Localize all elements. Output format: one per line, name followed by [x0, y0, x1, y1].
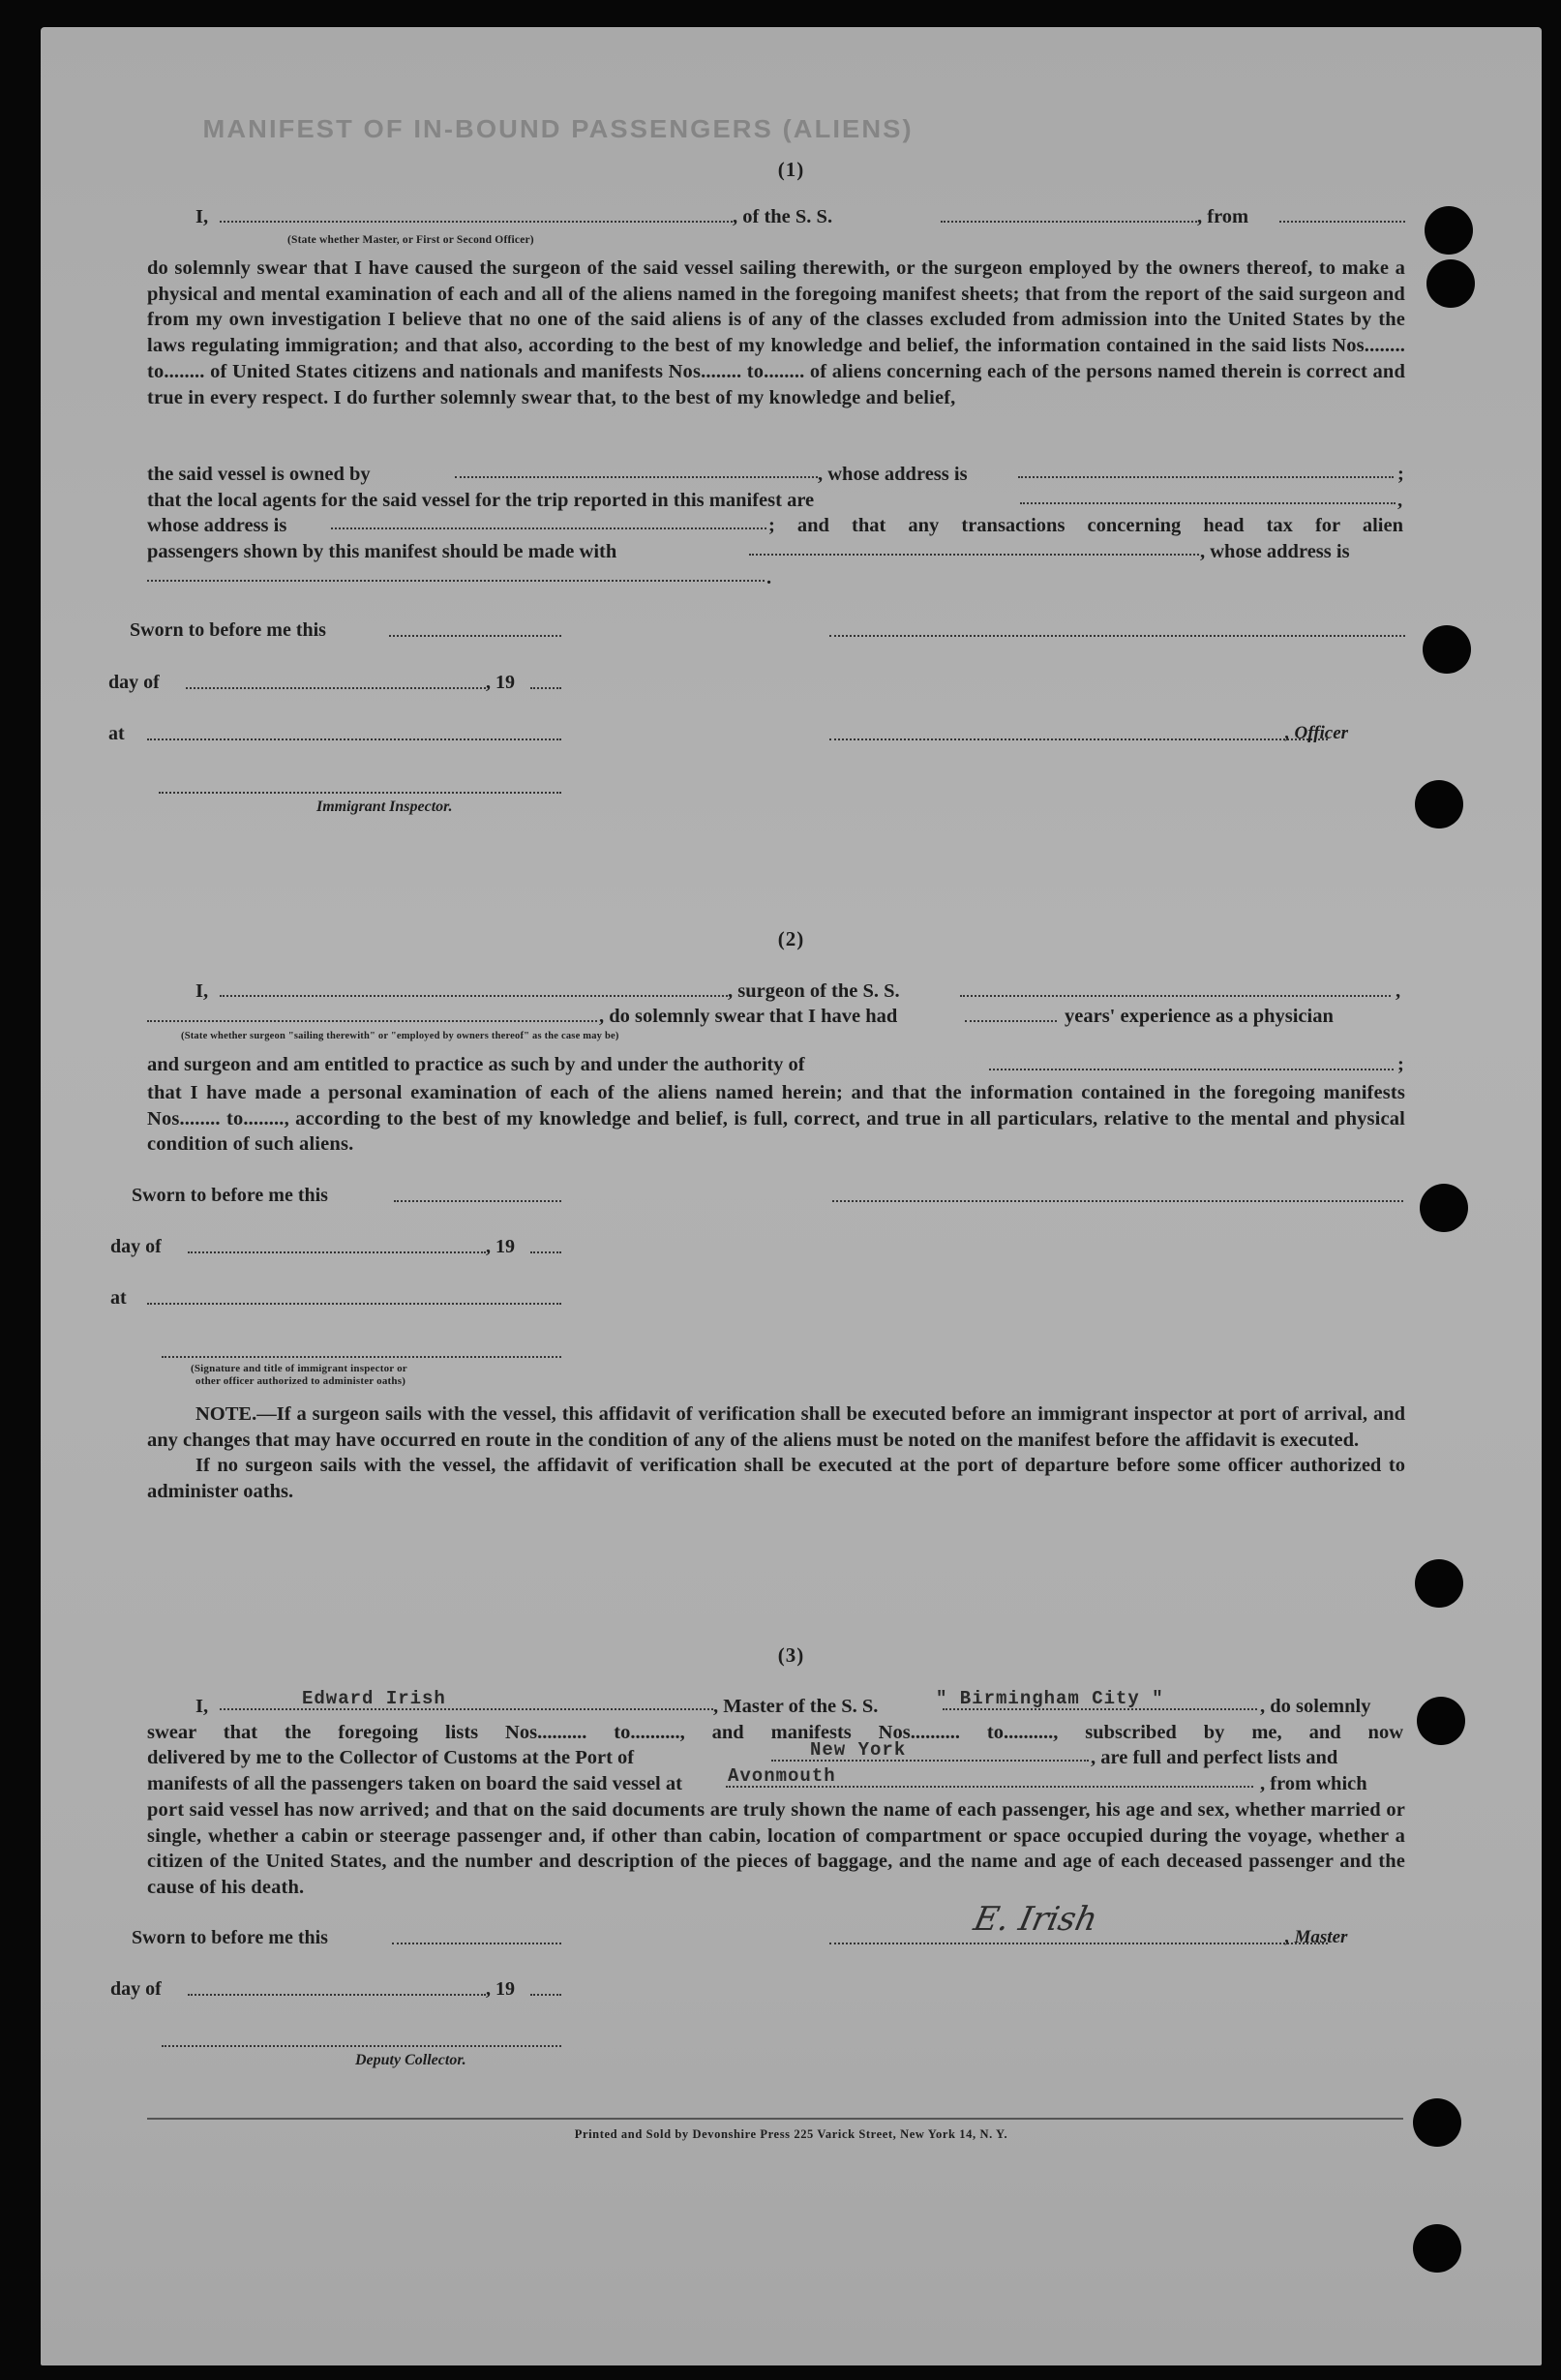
- master-name-typed: Edward Irish: [302, 1688, 446, 1709]
- label-do-solemnly: , do solemnly: [1260, 1696, 1371, 1717]
- agents-address-field[interactable]: [331, 527, 766, 529]
- head-tax-party-field[interactable]: [749, 553, 1199, 556]
- note-surgeon-sails: NOTE.—If a surgeon sails with the vessel, this affidavit of verification shall be executed before an immigrant inspector at port of arrival, and any changes that may have occurred en route in the condition of any of the aliens must be noted on the manifest before the affidavit is executed.: [147, 1403, 1405, 1451]
- section-2-number: (2): [777, 927, 805, 950]
- master-signature-line[interactable]: [829, 1943, 1328, 1944]
- label-i: I,: [195, 206, 209, 227]
- label-owned-by: the said vessel is owned by: [147, 464, 371, 485]
- day-of-field-3[interactable]: [188, 1994, 486, 1996]
- surgeon-vessel-field[interactable]: [960, 994, 1391, 997]
- label-i-2: I,: [195, 980, 209, 1002]
- label-head-tax: ; and that any transactions concerning head tax for alien: [768, 515, 1403, 537]
- year-label-1: , 19: [486, 672, 515, 693]
- label-i-3: I,: [195, 1696, 209, 1717]
- note-no-surgeon: If no surgeon sails with the vessel, the affidavit of verification shall be executed at the port of departure before some officer authorized to administer oaths.: [147, 1455, 1405, 1503]
- inspector-signature-line[interactable]: [159, 792, 561, 794]
- at-place-field-2[interactable]: [147, 1303, 561, 1305]
- officer-signature-line-1[interactable]: [829, 635, 1405, 637]
- label-whose-address-is: whose address is: [147, 515, 287, 537]
- label-do-solemnly-swear: , do solemnly swear that I have had: [599, 1006, 898, 1027]
- signature-caption-line2: other officer authorized to administer oaths): [195, 1375, 406, 1387]
- year-field-3[interactable]: [530, 1994, 561, 1996]
- owner-address-field[interactable]: [1018, 475, 1394, 478]
- punch-hole: [1425, 206, 1473, 255]
- surgeon-status-field[interactable]: [147, 1019, 597, 1022]
- label-whose-address: , whose address is: [818, 464, 968, 485]
- day-of-label-3: day of: [110, 1978, 162, 2000]
- day-of-label-2: day of: [110, 1236, 162, 1257]
- at-place-field-1[interactable]: [147, 738, 561, 740]
- year-field-1[interactable]: [530, 687, 561, 689]
- section-2-body: that I have made a personal examination of each of the aliens named herein; and that the information contained in the foregoing manifests Nos........ to........, according to the best of my knowledge and belief, is full, correct, and true in all particulars, relative to the mental and physical condition of such aliens.: [147, 1082, 1405, 1156]
- punch-hole: [1415, 1559, 1463, 1608]
- sworn-date-field-3[interactable]: [392, 1943, 561, 1944]
- manifest-page: MANIFEST OF IN-BOUND PASSENGERS (ALIENS) (1) I, , of the S. S. , from (State whether Master, or First or Second Officer) do solemnly swear that I have caused the surgeon of the said vessel sailing therewith, or the surgeon employed by the owners thereof, to make a physical and mental examination of each and all of the aliens named in the foregoing manifest sheets; that from the report of the said surgeon and from my own investigation I believe that no one of the said aliens is of any of the classes excluded from admission into the United States by the laws regulating immigration; and that also, according to the best of my knowledge and belief, the information contained in the said lists Nos........ to........ of United States citizens and nationals and manifests Nos........ to........ of aliens concerning each of the persons named therein is correct and true in every respect. I do further solemnly swear that, to the best of my knowledge and belief, the said vessel is owned by , whose address is ; that the local agents for the said vessel for the trip reported in this manifest are , whose address is ; and that any transactions concerning head tax for alien passengers shown by this manifest should be made with , whose address is . Sworn to before me this day of , 19 at , Officer Immigrant Inspector. (2) I, , surgeon of the S. S. , , do solemnly swear that I have had years' experience as a physician (State whether surgeon "sailing therewith" or "employed by owners thereof" as the case may be) and surgeon and am entitled to practice as such by and under the authority of ; that I have made a personal examination of each of the aliens named herein; and that the information contained in the foregoing manifests Nos........ to........, according to the best of my knowledge and belief, is full, correct, and true in all particulars, relative to the mental and physical condition of such aliens. Sworn to before me this day of , 19 at (Signature and title of immigrant inspector or other officer authorized to administer oaths) NOTE.—If a surgeon sails with the vessel, this affidavit of verification shall be executed before an immigrant inspector at port of arrival, and any changes that may have occurred en route in the condition of any of the aliens must be noted on the manifest before the affidavit is executed. If no surgeon sails with the vessel, the affidavit of verification shall be executed at the port of departure before some officer authorized to administer oaths. (3) I, Edward Irish , Master of the S. S. " Birmingham City " , do solemnly swear that the foregoing lists Nos.......... to.........., and manifests Nos.......... to.........., subscribed by me, and now delivered by me to the Collector of Customs at the Port of New York , are full and perfect lists and manifests of all the passengers taken on board the said vessel at Avonmouth , from which port said vessel has now arrived; and that on the said documents are truly shown the name of each passenger, his age and sex, whether married or single, whether a cabin or steerage passenger and, if other than cabin, location of compartment or space occupied during the voyage, whether a citizen of the United States, and the number and description of the pieces of baggage, and the name and age of each deceased passenger and the cause of his death. Sworn to before me this E. Irish , Master day of , 19 Deputy Collector. Printed and Sold by Devonshire Press 225 Varick Street, New York 14, N. Y.: [41, 27, 1542, 2365]
- departure-port-typed: Avonmouth: [728, 1765, 836, 1788]
- officer-label: , Officer: [1285, 723, 1349, 743]
- faded-header-title: MANIFEST OF IN-BOUND PASSENGERS (ALIENS): [202, 114, 914, 143]
- section-3-oath-lines: [147, 1688, 1405, 1797]
- punch-hole: [1417, 1697, 1465, 1745]
- at-label-1: at: [108, 723, 125, 744]
- day-of-field-1[interactable]: [186, 687, 486, 689]
- officer-name-field[interactable]: [220, 220, 733, 223]
- officer-rank-note: (State whether Master, or First or Second Officer): [287, 234, 534, 246]
- section-1-number: (1): [777, 158, 805, 181]
- sworn-label-1: Sworn to before me this: [130, 619, 326, 641]
- section-1-body: do solemnly swear that I have caused the surgeon of the said vessel sailing therewith, or the surgeon employed by the owners thereof, to make a physical and mental examination of each and all of the aliens named in the foregoing manifest sheets; that from the report of the said surgeon and from my own investigation I believe that no one of the said aliens is of any of the classes excluded from admission into the United States by the laws regulating immigration; and that also, according to the best of my knowledge and belief, the information contained in the said lists Nos........ to........ of United States citizens and nationals and manifests Nos........ to........ of aliens concerning each of the persons named therein is correct and true in every respect. I do further solemnly swear that, to the best of my knowledge and belief,: [147, 257, 1405, 408]
- sworn-date-field-2[interactable]: [394, 1200, 561, 1202]
- printer-imprint: Printed and Sold by Devonshire Press 225 Varick Street, New York 14, N. Y.: [574, 2127, 1008, 2141]
- ship-name-typed: " Birmingham City ": [936, 1688, 1164, 1709]
- label-full-and-perfect: , are full and perfect lists and: [1091, 1747, 1338, 1769]
- officer-signature-line-2[interactable]: [829, 738, 1328, 740]
- master-name-field[interactable]: [220, 1707, 713, 1710]
- arrival-port-typed: New York: [810, 1739, 907, 1762]
- label-foregoing-lists: swear that the foregoing lists Nos.......... to.........., and manifests Nos.......... to.........., subscribed by me, and now: [147, 1721, 1403, 1743]
- label-local-agents: that the local agents for the said vessel for the trip reported in this manifest are: [147, 489, 815, 511]
- surgeon-name-field[interactable]: [220, 994, 728, 997]
- deputy-collector-signature-line[interactable]: [162, 2045, 561, 2047]
- authority-field[interactable]: [989, 1068, 1394, 1070]
- master-handwritten-signature: E. Irish: [970, 1900, 1101, 1939]
- punch-hole: [1426, 259, 1475, 308]
- owner-field[interactable]: [455, 475, 818, 478]
- years-experience-field[interactable]: [965, 1019, 1057, 1022]
- label-of-the-ss: , of the S. S.: [733, 206, 833, 227]
- label-delivered-to-collector: delivered by me to the Collector of Customs at the Port of: [147, 1747, 635, 1769]
- label-master-of-ss: , Master of the S. S.: [713, 1696, 879, 1717]
- section-1-owner-lines: the said vessel is owned by , whose address is ; that the local agents for the said vessel for the trip reported in this manifest are , whose address is ; and that any transactions concerning head tax for alien passengers shown by this manifest should be made with , whose address is .: [147, 464, 1404, 588]
- label-from-which: , from which: [1260, 1773, 1367, 1795]
- label-from: , from: [1197, 206, 1249, 227]
- master-label: , Master: [1285, 1927, 1348, 1947]
- label-years-experience: years' experience as a physician: [1065, 1006, 1334, 1027]
- punch-hole: [1423, 625, 1471, 674]
- day-of-field-2[interactable]: [188, 1251, 486, 1253]
- immigrant-inspector-caption: Immigrant Inspector.: [316, 798, 453, 815]
- deputy-collector-caption: Deputy Collector.: [355, 2052, 466, 2068]
- label-passengers-taken-on-board: manifests of all the passengers taken on board the said vessel at: [147, 1773, 682, 1795]
- punch-hole: [1415, 780, 1463, 828]
- label-passengers-shown: passengers shown by this manifest should be made with: [147, 541, 617, 563]
- punch-hole: [1420, 1184, 1468, 1232]
- year-field-2[interactable]: [530, 1251, 561, 1253]
- agents-field[interactable]: [1020, 501, 1396, 504]
- surgeon-status-note: (State whether surgeon "sailing therewith" or "employed by owners thereof" as the case may be): [181, 1031, 619, 1041]
- at-label-2: at: [110, 1287, 127, 1309]
- punch-hole: [1413, 2224, 1461, 2273]
- label-whose-address-is-2: , whose address is: [1200, 541, 1350, 563]
- sworn-label-2: Sworn to before me this: [132, 1185, 328, 1206]
- section-2-note: [147, 1401, 1405, 1505]
- sworn-date-field-1[interactable]: [389, 635, 561, 637]
- label-authority: and surgeon and am entitled to practice as such by and under the authority of: [147, 1054, 805, 1075]
- year-label-3: , 19: [486, 1978, 515, 2000]
- sworn-label-3: Sworn to before me this: [132, 1927, 328, 1948]
- section-3-body: port said vessel has now arrived; and that on the said documents are truly shown the name of each passenger, his age and sex, whether married or single, whether a cabin or steerage passenger and, if other than cabin, location of compartment or space occupied during the voyage, whether a citizen of the United States, and the number and description of the pieces of baggage, and the name and age of each deceased passenger and the cause of his death.: [147, 1799, 1405, 1899]
- surgeon-signature-line[interactable]: [832, 1200, 1403, 1202]
- signature-caption-line1: (Signature and title of immigrant inspector or: [191, 1363, 407, 1374]
- section-3-number: (3): [777, 1643, 805, 1667]
- from-port-field[interactable]: [1279, 220, 1405, 223]
- vessel-name-field[interactable]: [941, 220, 1197, 223]
- label-surgeon-of: , surgeon of the S. S.: [728, 980, 900, 1002]
- head-tax-address-field[interactable]: [147, 579, 765, 582]
- day-of-label-1: day of: [108, 672, 160, 693]
- authorized-officer-signature-line[interactable]: [162, 1356, 561, 1358]
- year-label-2: , 19: [486, 1236, 515, 1257]
- footer-rule: [147, 2118, 1403, 2120]
